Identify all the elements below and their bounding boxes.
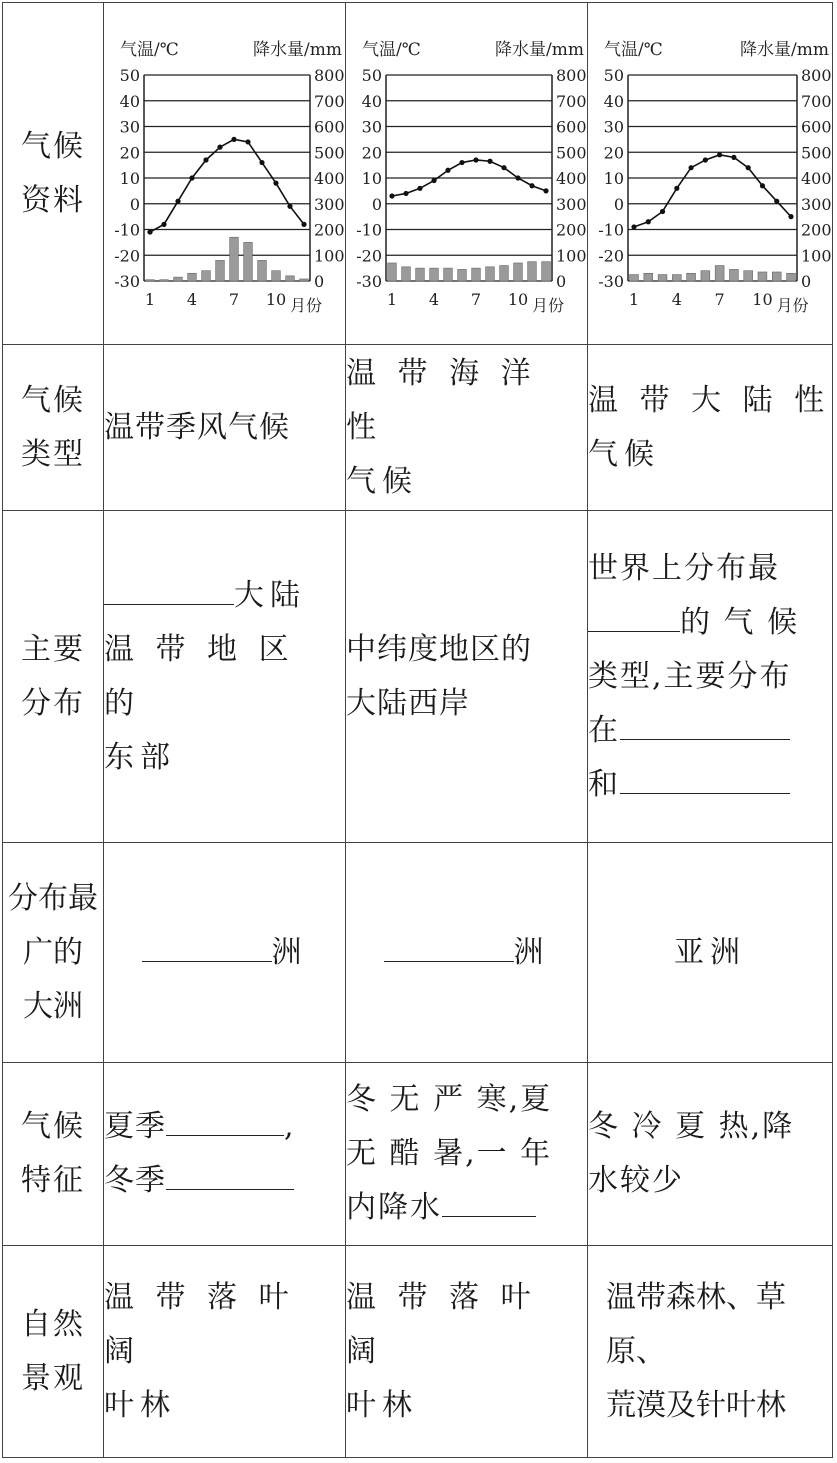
text-line: 冬 无 严 寒,夏 — [346, 1082, 553, 1117]
label-line: 大洲 — [23, 988, 83, 1024]
continent-monsoon — [104, 843, 346, 1063]
temperature-point — [674, 186, 679, 191]
temperature-tick-label: 30 — [119, 117, 140, 137]
temperature-tick-label: 20 — [361, 143, 382, 163]
temperature-point — [175, 199, 180, 204]
temperature-tick-label: -30 — [598, 272, 624, 291]
text-line: 温 带 落 叶 阔 — [346, 1279, 537, 1369]
month-tick-label: 10 — [265, 290, 287, 309]
fill-blank[interactable] — [142, 927, 272, 962]
temperature-point — [660, 209, 665, 214]
month-tick-label: 1 — [386, 290, 398, 309]
temperature-point — [731, 155, 736, 160]
fill-blank[interactable] — [620, 705, 790, 740]
temperature-tick-label: -10 — [598, 220, 624, 240]
landscape-continental — [588, 1246, 833, 1458]
climate-type-maritime — [346, 345, 588, 511]
row-landscape — [3, 1246, 833, 1458]
precipitation-bar — [146, 280, 155, 281]
temperature-point — [543, 188, 548, 193]
temperature-point — [529, 183, 534, 188]
precipitation-tick-label: 700 — [556, 91, 587, 111]
fill-blank[interactable] — [620, 759, 790, 794]
precipitation-bar — [486, 267, 495, 281]
precipitation-bar — [542, 262, 551, 281]
temperature-line — [634, 155, 791, 227]
temperature-tick-label: 30 — [603, 117, 624, 137]
label-line: 分布 — [21, 685, 85, 721]
temperature-tick-label: 0 — [129, 194, 140, 214]
temperature-point — [760, 183, 765, 188]
temperature-tick-label: -10 — [114, 220, 140, 240]
temperature-point — [459, 160, 464, 165]
landscape-monsoon — [104, 1246, 346, 1458]
text-line: 温 带 大 陆 性 — [588, 382, 831, 418]
precipitation-bar — [300, 279, 309, 281]
temperature-tick-label: 30 — [361, 117, 382, 137]
text-fragment: , — [284, 1109, 295, 1144]
temperature-point — [631, 224, 636, 229]
label-line: 自然 — [21, 1306, 85, 1342]
text-line — [588, 704, 832, 758]
temperature-point — [203, 157, 208, 162]
precipitation-bar — [701, 271, 710, 281]
precipitation-bar — [258, 260, 267, 281]
precipitation-bar — [230, 237, 239, 281]
chart-cell-continental — [588, 3, 833, 345]
label-line: 特征 — [21, 1163, 85, 1198]
temperature-point — [259, 160, 264, 165]
temperature-tick-label: 0 — [613, 194, 624, 214]
temperature-point — [403, 191, 408, 196]
precipitation-tick-label: 100 — [556, 246, 587, 266]
row-label-distribution — [3, 511, 104, 843]
temperature-point — [487, 159, 492, 164]
text-fragment: 夏季 — [104, 1109, 166, 1144]
temperature-tick-label: 10 — [361, 169, 382, 188]
label-line: 景观 — [21, 1360, 85, 1396]
row-label-continent — [3, 843, 104, 1063]
text-line: 荒漠及针叶林 — [606, 1387, 786, 1423]
text-line: 温 带 落 叶 阔 — [104, 1279, 295, 1369]
chart-cell-maritime — [346, 3, 588, 345]
precipitation-bar — [729, 269, 738, 281]
text-fragment: 冬季 — [104, 1163, 166, 1198]
temperature-point — [287, 204, 292, 209]
temperature-tick-label: 20 — [119, 143, 140, 163]
label-line: 分布最 — [8, 880, 98, 916]
temperature-tick-label: 40 — [361, 91, 382, 111]
temperature-point — [774, 199, 779, 204]
fill-blank[interactable] — [384, 927, 514, 962]
temperature-tick-label: 50 — [119, 66, 140, 85]
precipitation-tick-label: 300 — [314, 194, 345, 214]
distribution-maritime — [346, 511, 588, 843]
climate-chart-continental — [588, 3, 833, 343]
precipitation-tick-label: 0 — [801, 272, 812, 291]
text-line: 气候 — [346, 463, 418, 499]
temperature-line — [150, 139, 304, 232]
month-axis-unit: 月份 — [776, 296, 809, 315]
temperature-point — [688, 165, 693, 170]
temperature-point — [217, 145, 222, 150]
precipitation-tick-label: 400 — [314, 169, 345, 188]
precipitation-bar — [244, 242, 253, 281]
precipitation-tick-label: 800 — [801, 66, 832, 85]
precipitation-bar — [644, 273, 653, 281]
text-line — [104, 1100, 345, 1154]
temperature-point — [515, 175, 520, 180]
temperature-point — [161, 222, 166, 227]
text-line — [588, 758, 832, 812]
distribution-continental — [588, 511, 833, 843]
continent-maritime — [346, 843, 588, 1063]
temperature-point — [703, 157, 708, 162]
precipitation-axis-title: 降水量/mm — [495, 40, 584, 60]
precipitation-tick-label: 500 — [801, 143, 832, 163]
precipitation-tick-label: 100 — [801, 246, 832, 266]
precipitation-tick-label: 100 — [314, 246, 345, 266]
temperature-tick-label: 40 — [119, 91, 140, 111]
landscape-maritime — [346, 1246, 588, 1458]
precipitation-tick-label: 500 — [556, 143, 587, 163]
text-line: 温 带 海 洋 性 — [346, 355, 537, 445]
month-tick-label: 7 — [470, 290, 482, 309]
temperature-tick-label: 50 — [603, 66, 624, 85]
text-line: 东部 — [104, 739, 176, 775]
precipitation-bar — [388, 263, 397, 281]
month-tick-label: 1 — [144, 290, 156, 309]
text-fragment: 内降水 — [346, 1190, 442, 1225]
row-distribution — [3, 511, 833, 843]
label-line: 气候 — [21, 1109, 85, 1144]
temperature-tick-label: -20 — [114, 246, 140, 266]
label-line: 气候 — [21, 128, 85, 164]
precipitation-tick-label: 200 — [314, 220, 345, 240]
month-axis-unit: 月份 — [532, 296, 565, 315]
precipitation-tick-label: 800 — [314, 66, 345, 85]
temperature-tick-label: -30 — [114, 272, 140, 291]
text-line: 气候 — [588, 436, 660, 472]
row-label-features — [3, 1063, 104, 1246]
climate-type-continental — [588, 345, 833, 511]
row-climate-type — [3, 345, 833, 511]
temperature-point — [717, 152, 722, 157]
temperature-tick-label: -30 — [356, 272, 382, 291]
temperature-point — [389, 193, 394, 198]
row-label-climate-data — [3, 3, 104, 345]
precipitation-bar — [758, 272, 767, 281]
text-line: 温带季风气候 — [104, 409, 290, 445]
row-climate-data — [3, 3, 833, 345]
climate-chart-maritime — [346, 3, 588, 343]
temperature-point — [788, 214, 793, 219]
temperature-point — [746, 165, 751, 170]
month-tick-label: 7 — [714, 290, 725, 309]
precipitation-bar — [787, 273, 796, 281]
month-tick-label: 10 — [507, 290, 529, 309]
precipitation-axis-title: 降水量/mm — [740, 40, 829, 60]
precipitation-bar — [216, 260, 225, 281]
precipitation-bar — [687, 273, 696, 281]
text-fragment: 在 — [588, 712, 620, 748]
precipitation-tick-label: 600 — [556, 117, 587, 137]
label-line: 资料 — [21, 182, 85, 218]
precipitation-bar — [174, 277, 183, 281]
text-line: 无 酷 暑,一 年 — [346, 1136, 553, 1171]
month-tick-label: 4 — [186, 290, 198, 309]
precipitation-axis-title: 降水量/mm — [253, 40, 342, 60]
precipitation-bar — [402, 267, 411, 281]
precipitation-tick-label: 300 — [801, 194, 832, 214]
text-fragment: 亚洲 — [674, 934, 746, 970]
precipitation-tick-label: 600 — [314, 117, 345, 137]
text-fragment: 和 — [588, 766, 620, 802]
text-line: 叶林 — [346, 1387, 418, 1423]
fill-blank[interactable] — [166, 1155, 294, 1190]
precipitation-tick-label: 500 — [314, 143, 345, 163]
precipitation-tick-label: 700 — [801, 91, 832, 111]
temperature-point — [147, 229, 152, 234]
precipitation-bar — [416, 268, 425, 281]
climate-table — [2, 2, 833, 1458]
precipitation-bar — [286, 276, 295, 281]
text-line: 世界上分布最 — [588, 550, 780, 586]
precipitation-bar — [430, 268, 439, 281]
precipitation-bar — [160, 280, 169, 281]
fill-blank[interactable] — [588, 597, 680, 632]
precipitation-bar — [528, 262, 537, 281]
precipitation-tick-label: 400 — [801, 169, 832, 188]
temperature-axis-title: 气温/℃ — [120, 40, 179, 60]
temperature-point — [646, 219, 651, 224]
precipitation-tick-label: 200 — [801, 220, 832, 240]
temperature-point — [417, 186, 422, 191]
temperature-tick-label: 0 — [371, 194, 382, 214]
text-fragment: 洲 — [271, 934, 308, 970]
precipitation-bar — [458, 269, 467, 281]
text-line: 中纬度地区的 — [346, 631, 532, 667]
precipitation-bar — [672, 275, 681, 281]
text-line: 冬 冷 夏 热,降 — [588, 1109, 795, 1144]
precipitation-tick-label: 600 — [801, 117, 832, 137]
features-monsoon — [104, 1063, 346, 1246]
features-maritime — [346, 1063, 588, 1246]
precipitation-bar — [514, 263, 523, 281]
month-tick-label: 4 — [428, 290, 440, 309]
climate-chart-monsoon — [104, 3, 346, 343]
text-line: 水较少 — [588, 1163, 684, 1198]
precipitation-bar — [658, 275, 667, 281]
temperature-tick-label: 40 — [603, 91, 624, 111]
fill-blank[interactable] — [442, 1182, 536, 1217]
precipitation-tick-label: 400 — [556, 169, 587, 188]
chart-cell-monsoon — [104, 3, 346, 345]
text-fragment: 洲 — [513, 934, 550, 970]
month-axis-unit: 月份 — [290, 296, 323, 315]
temperature-axis-title: 气温/℃ — [604, 40, 663, 60]
month-tick-label: 1 — [628, 290, 640, 309]
text-line: 大陆西岸 — [346, 685, 470, 721]
temperature-point — [431, 178, 436, 183]
temperature-axis-title: 气温/℃ — [362, 40, 421, 60]
text-line — [104, 569, 345, 623]
temperature-tick-label: 20 — [603, 143, 624, 163]
precipitation-tick-label: 800 — [556, 66, 587, 85]
temperature-point — [501, 165, 506, 170]
features-continental — [588, 1063, 833, 1246]
fill-blank[interactable] — [166, 1101, 284, 1136]
precipitation-bar — [202, 271, 211, 281]
temperature-point — [273, 181, 278, 186]
temperature-point — [473, 157, 478, 162]
label-line: 广的 — [23, 934, 83, 970]
text-line — [104, 1154, 345, 1208]
temperature-tick-label: -10 — [356, 220, 382, 240]
distribution-monsoon — [104, 511, 346, 843]
precipitation-bar — [188, 273, 197, 281]
temperature-tick-label: 50 — [361, 66, 382, 85]
month-tick-label: 10 — [752, 290, 773, 309]
temperature-point — [301, 222, 306, 227]
precipitation-bar — [472, 268, 481, 281]
text-line: 温带森林、草原、 — [606, 1279, 786, 1369]
row-continent — [3, 843, 833, 1063]
text-line — [588, 596, 832, 650]
precipitation-tick-label: 0 — [314, 272, 325, 291]
precipitation-bar — [444, 268, 453, 281]
precipitation-tick-label: 0 — [556, 272, 567, 291]
climate-type-monsoon — [104, 345, 346, 511]
month-tick-label: 7 — [228, 290, 240, 309]
precipitation-bar — [715, 266, 724, 281]
precipitation-bar — [500, 266, 509, 281]
text-line: 温 带 地 区 的 — [104, 631, 295, 721]
label-line: 类型 — [21, 436, 85, 472]
fill-blank[interactable] — [104, 570, 234, 605]
row-features — [3, 1063, 833, 1246]
temperature-point — [189, 175, 194, 180]
text-line: 类型,主要分布 — [588, 658, 792, 694]
temperature-tick-label: 10 — [603, 169, 624, 188]
precipitation-tick-label: 300 — [556, 194, 587, 214]
temperature-tick-label: -20 — [598, 246, 624, 266]
precipitation-tick-label: 200 — [556, 220, 587, 240]
continent-continental — [588, 843, 833, 1063]
precipitation-tick-label: 700 — [314, 91, 345, 111]
month-tick-label: 4 — [671, 290, 682, 309]
temperature-point — [245, 139, 250, 144]
temperature-point — [231, 137, 236, 142]
row-label-landscape — [3, 1246, 104, 1458]
label-line: 主要 — [21, 631, 85, 667]
temperature-tick-label: -20 — [356, 246, 382, 266]
text-fragment: 大陆 — [234, 577, 306, 613]
temperature-tick-label: 10 — [119, 169, 140, 188]
precipitation-bar — [744, 271, 753, 281]
temperature-point — [445, 168, 450, 173]
row-label-climate-type — [3, 345, 104, 511]
text-line — [346, 1181, 587, 1235]
label-line: 气候 — [21, 382, 85, 418]
precipitation-bar — [272, 271, 281, 281]
precipitation-bar — [772, 272, 781, 281]
text-fragment: 的 气 候 — [680, 604, 800, 640]
precipitation-bar — [630, 275, 639, 281]
text-line: 叶林 — [104, 1387, 176, 1423]
